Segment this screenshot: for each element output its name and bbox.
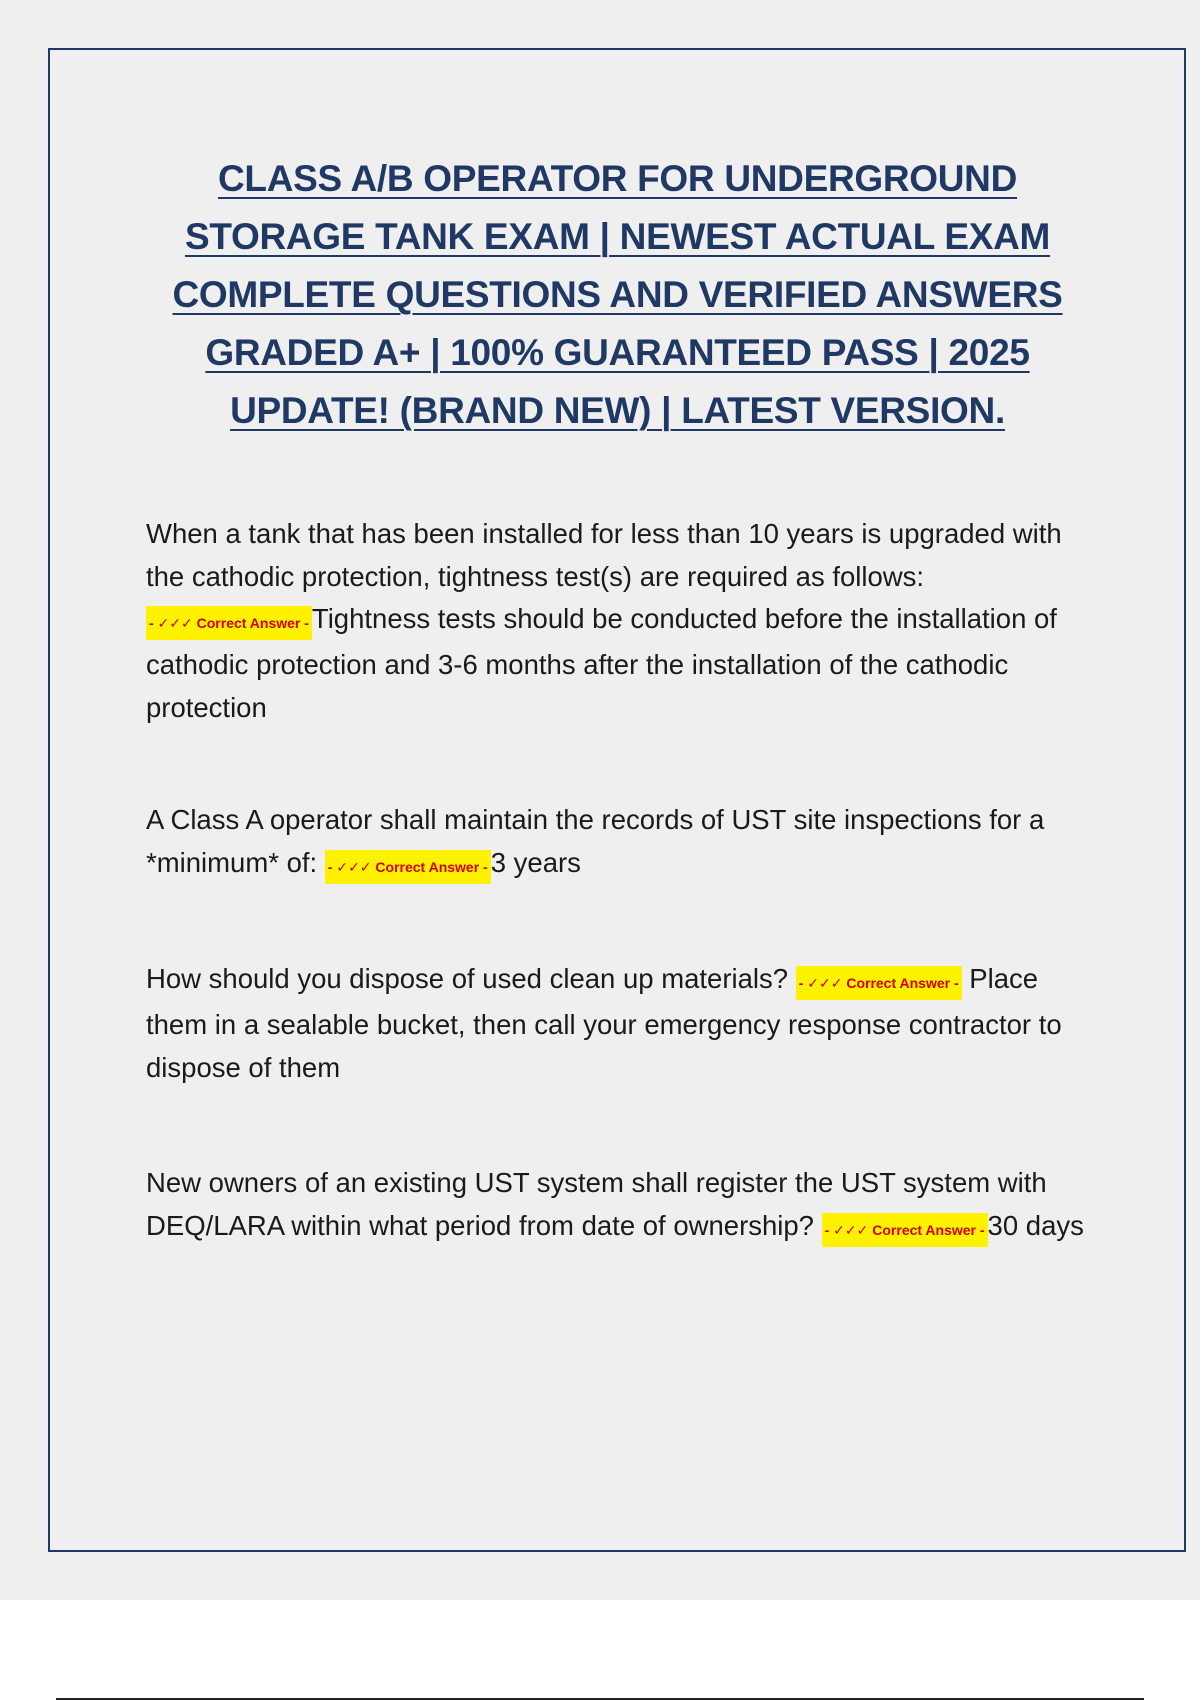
answer-text: Tightness tests should be conducted before the installation of cathodic protection and 3-6 months after the installation of the cathodic protection	[146, 603, 1057, 723]
correct-answer-marker: - ✓✓✓ Correct Answer -	[325, 850, 491, 884]
qa-item-2	[146, 799, 1086, 888]
question-text: A Class A operator shall maintain the records of UST site inspections for a *minimum* of:	[146, 804, 1045, 878]
qa-item-4	[146, 1162, 1086, 1251]
answer-text: 30 days	[987, 1209, 1084, 1241]
question-text: New owners of an existing UST system shall register the UST system with DEQ/LARA within what period from date of ownership?	[146, 1167, 1047, 1241]
qa-item-1	[146, 513, 1086, 729]
question-text: When a tank that has been installed for less than 10 years is upgraded with the cathodic protection, tightness test(s) are required as follows:	[146, 518, 1062, 592]
answer-text: 3 years	[490, 846, 581, 878]
qa-item-3	[146, 958, 1086, 1089]
correct-answer-marker: - ✓✓✓ Correct Answer -	[146, 606, 312, 640]
document-title: CLASS A/B OPERATOR FOR UNDERGROUND STORAGE TANK EXAM | NEWEST ACTUAL EXAM COMPLETE QUESTIONS AND VERIFIED ANSWERS GRADED A+ | 100% GUARANTEED PASS | 2025 UPDATE! (BRAND NEW) | LATEST VERSION.	[172, 158, 1063, 431]
correct-answer-marker: - ✓✓✓ Correct Answer -	[796, 966, 962, 1000]
answer-text: Place them in a sealable bucket, then call your emergency response contractor to dispose of them	[146, 963, 1062, 1083]
correct-answer-marker: - ✓✓✓ Correct Answer -	[822, 1213, 988, 1247]
question-text: How should you dispose of used clean up materials?	[146, 963, 789, 994]
